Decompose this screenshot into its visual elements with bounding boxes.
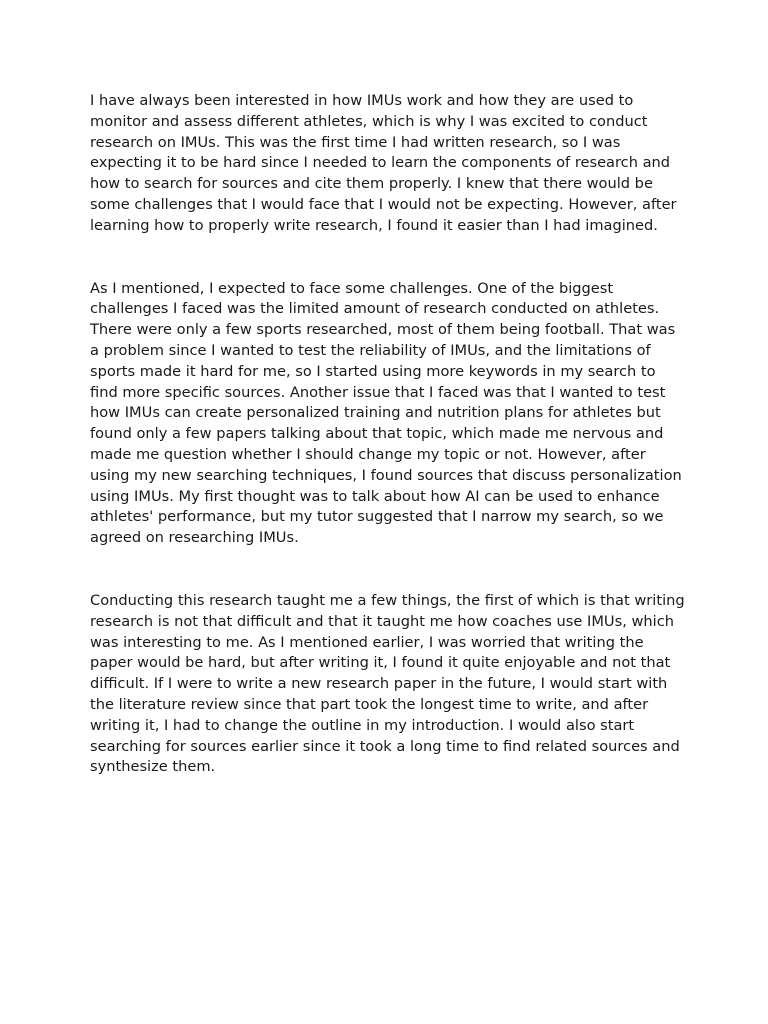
paragraph-intro: I have always been interested in how IMUs work and how they are used to monitor and assess different athletes, which is why I was excited to conduct research on IMUs. This was the first time I had written research, so I was expecting it to be hard since I needed to learn the components of research and how to search for sources and cite them properly. I knew that there would be some challenges that I would face that I would not be expecting. However, after learning how to properly write research, I found it easier than I had imagined.	[90, 92, 677, 234]
paragraph-lessons: Conducting this research taught me a few things, the first of which is that writing research is not that difficult and that it taught me how coaches use IMUs, which was interesting to me. As I mentioned earlier, I was worried that writing the paper would be hard, but after writing it, I found it quite enjoyable and not that difficult. If I were to write a new research paper in the future, I would start with the literature review since that part took the longest time to write, and after writing it, I had to change the outline in my introduction. I would also start searching for sources earlier since it took a long time to find related sources and synthesize them.	[90, 591, 685, 776]
paragraph-challenges: As I mentioned, I expected to face some challenges. One of the biggest challenges I faced was the limited amount of research conducted on athletes. There were only a few sports researched, most of them being football. That was a problem since I wanted to test the reliability of IMUs, and the limitations of sports made it hard for me, so I started using more keywords in my search to find more specific sources. Another issue that I faced was that I wanted to test how IMUs can create personalized training and nutrition plans for athletes but found only a few papers talking about that topic, which made me nervous and made me question whether I should change my topic or not. However, after using my new searching techniques, I found sources that discuss personalization using IMUs. My first thought was to talk about how AI can be used to enhance athletes' performance, but my tutor suggested that I narrow my search, so we agreed on researching IMUs.	[90, 279, 682, 547]
document-page	[90, 91, 686, 778]
